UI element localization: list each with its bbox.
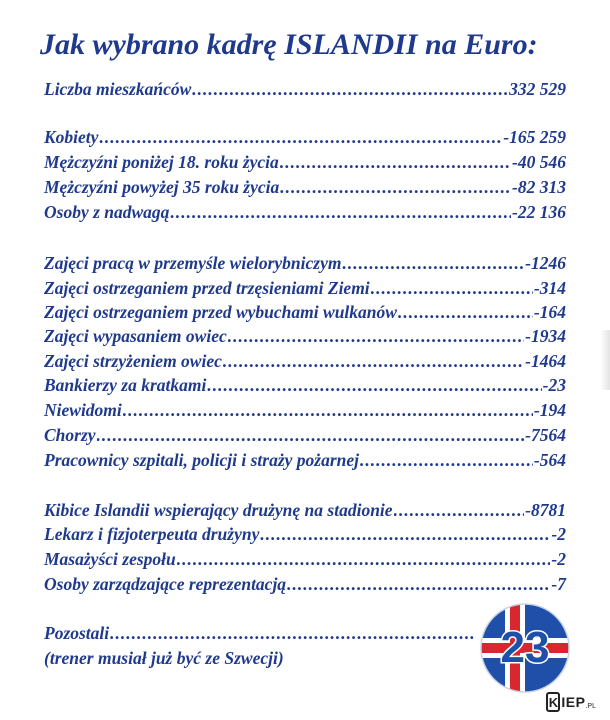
row-label: Chorzy	[44, 425, 96, 445]
list-item	[44, 450, 566, 472]
dot-leader	[207, 375, 541, 396]
dot-leader	[287, 574, 550, 595]
row-value: -1246	[525, 253, 566, 273]
row-label: Kibice Islandii wspierający drużynę na stadionie	[44, 500, 393, 520]
iceland-flag-23-badge	[479, 602, 571, 694]
row-label: Bankierzy za kratkami	[44, 375, 207, 395]
list-item	[44, 152, 566, 174]
badge-number: 23	[500, 623, 550, 672]
dot-leader	[192, 79, 508, 100]
row-label: Lekarz i fizjoterpeuta drużyny	[44, 524, 260, 544]
dot-leader	[123, 400, 533, 421]
list-item	[44, 253, 566, 275]
row-label: Zajęci strzyżeniem owiec	[44, 351, 222, 371]
row-value: -23	[542, 375, 566, 395]
row-value: -7	[551, 574, 566, 594]
list-item	[44, 177, 566, 199]
row-label: Zajęci ostrzeganiem przed trzęsieniami Ziemi	[44, 278, 370, 298]
list-item	[44, 351, 566, 373]
row-label: Osoby z nadwagą	[44, 202, 170, 222]
list-item	[44, 127, 566, 149]
dot-leader	[371, 278, 533, 299]
list-item	[44, 500, 566, 522]
list-item	[44, 79, 566, 101]
row-label: Liczba mieszkańców	[44, 79, 192, 99]
footnote: (trener musiał już być ze Szwecji)	[44, 648, 284, 668]
list-item	[44, 425, 566, 447]
row-label: Masażyści zespołu	[44, 549, 176, 569]
list-item	[44, 202, 566, 224]
row-label: Zajęci ostrzeganiem przed wybuchami wulkanów	[44, 302, 397, 322]
row-value: -40 546	[512, 152, 566, 172]
dot-leader	[394, 500, 525, 521]
row-value: -22 136	[512, 202, 566, 222]
row-value: -2	[551, 524, 566, 544]
list-item	[44, 623, 476, 645]
watermark-text: IEP	[561, 694, 586, 710]
row-value: -7564	[525, 425, 566, 445]
row-label: Osoby zarządzające reprezentacją	[44, 574, 287, 594]
dot-leader	[228, 326, 524, 347]
row-label: Pozostali	[44, 623, 110, 643]
row-label: Mężczyźni powyżej 35 roku życia	[44, 177, 280, 197]
list-item	[44, 278, 566, 300]
row-value: 332 529	[509, 79, 566, 99]
row-label: Pracownicy szpitali, policji i straży pożarnej	[44, 450, 360, 470]
row-value: -1464	[525, 351, 566, 371]
list-item	[44, 574, 566, 596]
dot-leader	[260, 524, 550, 545]
dot-leader	[97, 425, 525, 446]
list-item	[44, 524, 566, 546]
row-value: -164	[533, 302, 566, 322]
dot-leader	[170, 202, 511, 223]
row-value: -564	[533, 450, 566, 470]
dot-leader	[360, 450, 533, 471]
dot-leader	[280, 152, 511, 173]
list-item	[44, 549, 566, 571]
page-title: Jak wybrano kadrę ISLANDII na Euro:	[40, 28, 538, 61]
dot-leader	[177, 549, 551, 570]
list-item	[44, 302, 566, 324]
row-label: Kobiety	[44, 127, 99, 147]
row-value: -1934	[525, 326, 566, 346]
edge-shadow	[600, 330, 610, 390]
list-item	[44, 326, 566, 348]
watermark-suffix: .PL	[585, 703, 596, 710]
kiep-watermark	[546, 691, 596, 713]
dot-leader	[398, 302, 533, 323]
row-value: -8781	[525, 500, 566, 520]
dot-leader	[280, 177, 511, 198]
row-value: -165 259	[503, 127, 566, 147]
dot-leader	[99, 127, 502, 148]
row-value: -194	[533, 400, 566, 420]
list-item	[44, 375, 566, 397]
list-item	[44, 400, 566, 422]
row-label: Mężczyźni poniżej 18. roku życia	[44, 152, 279, 172]
dot-leader	[223, 351, 524, 372]
row-label: Niewidomi	[44, 400, 122, 420]
row-value: -314	[533, 278, 566, 298]
dot-leader	[110, 623, 475, 644]
watermark-box-letter: K	[546, 692, 560, 712]
dot-leader	[342, 253, 524, 274]
row-label: Zajęci pracą w przemyśle wielorybniczym	[44, 253, 342, 273]
row-value: -82 313	[512, 177, 566, 197]
row-label: Zajęci wypasaniem owiec	[44, 326, 227, 346]
row-value: -2	[551, 549, 566, 569]
